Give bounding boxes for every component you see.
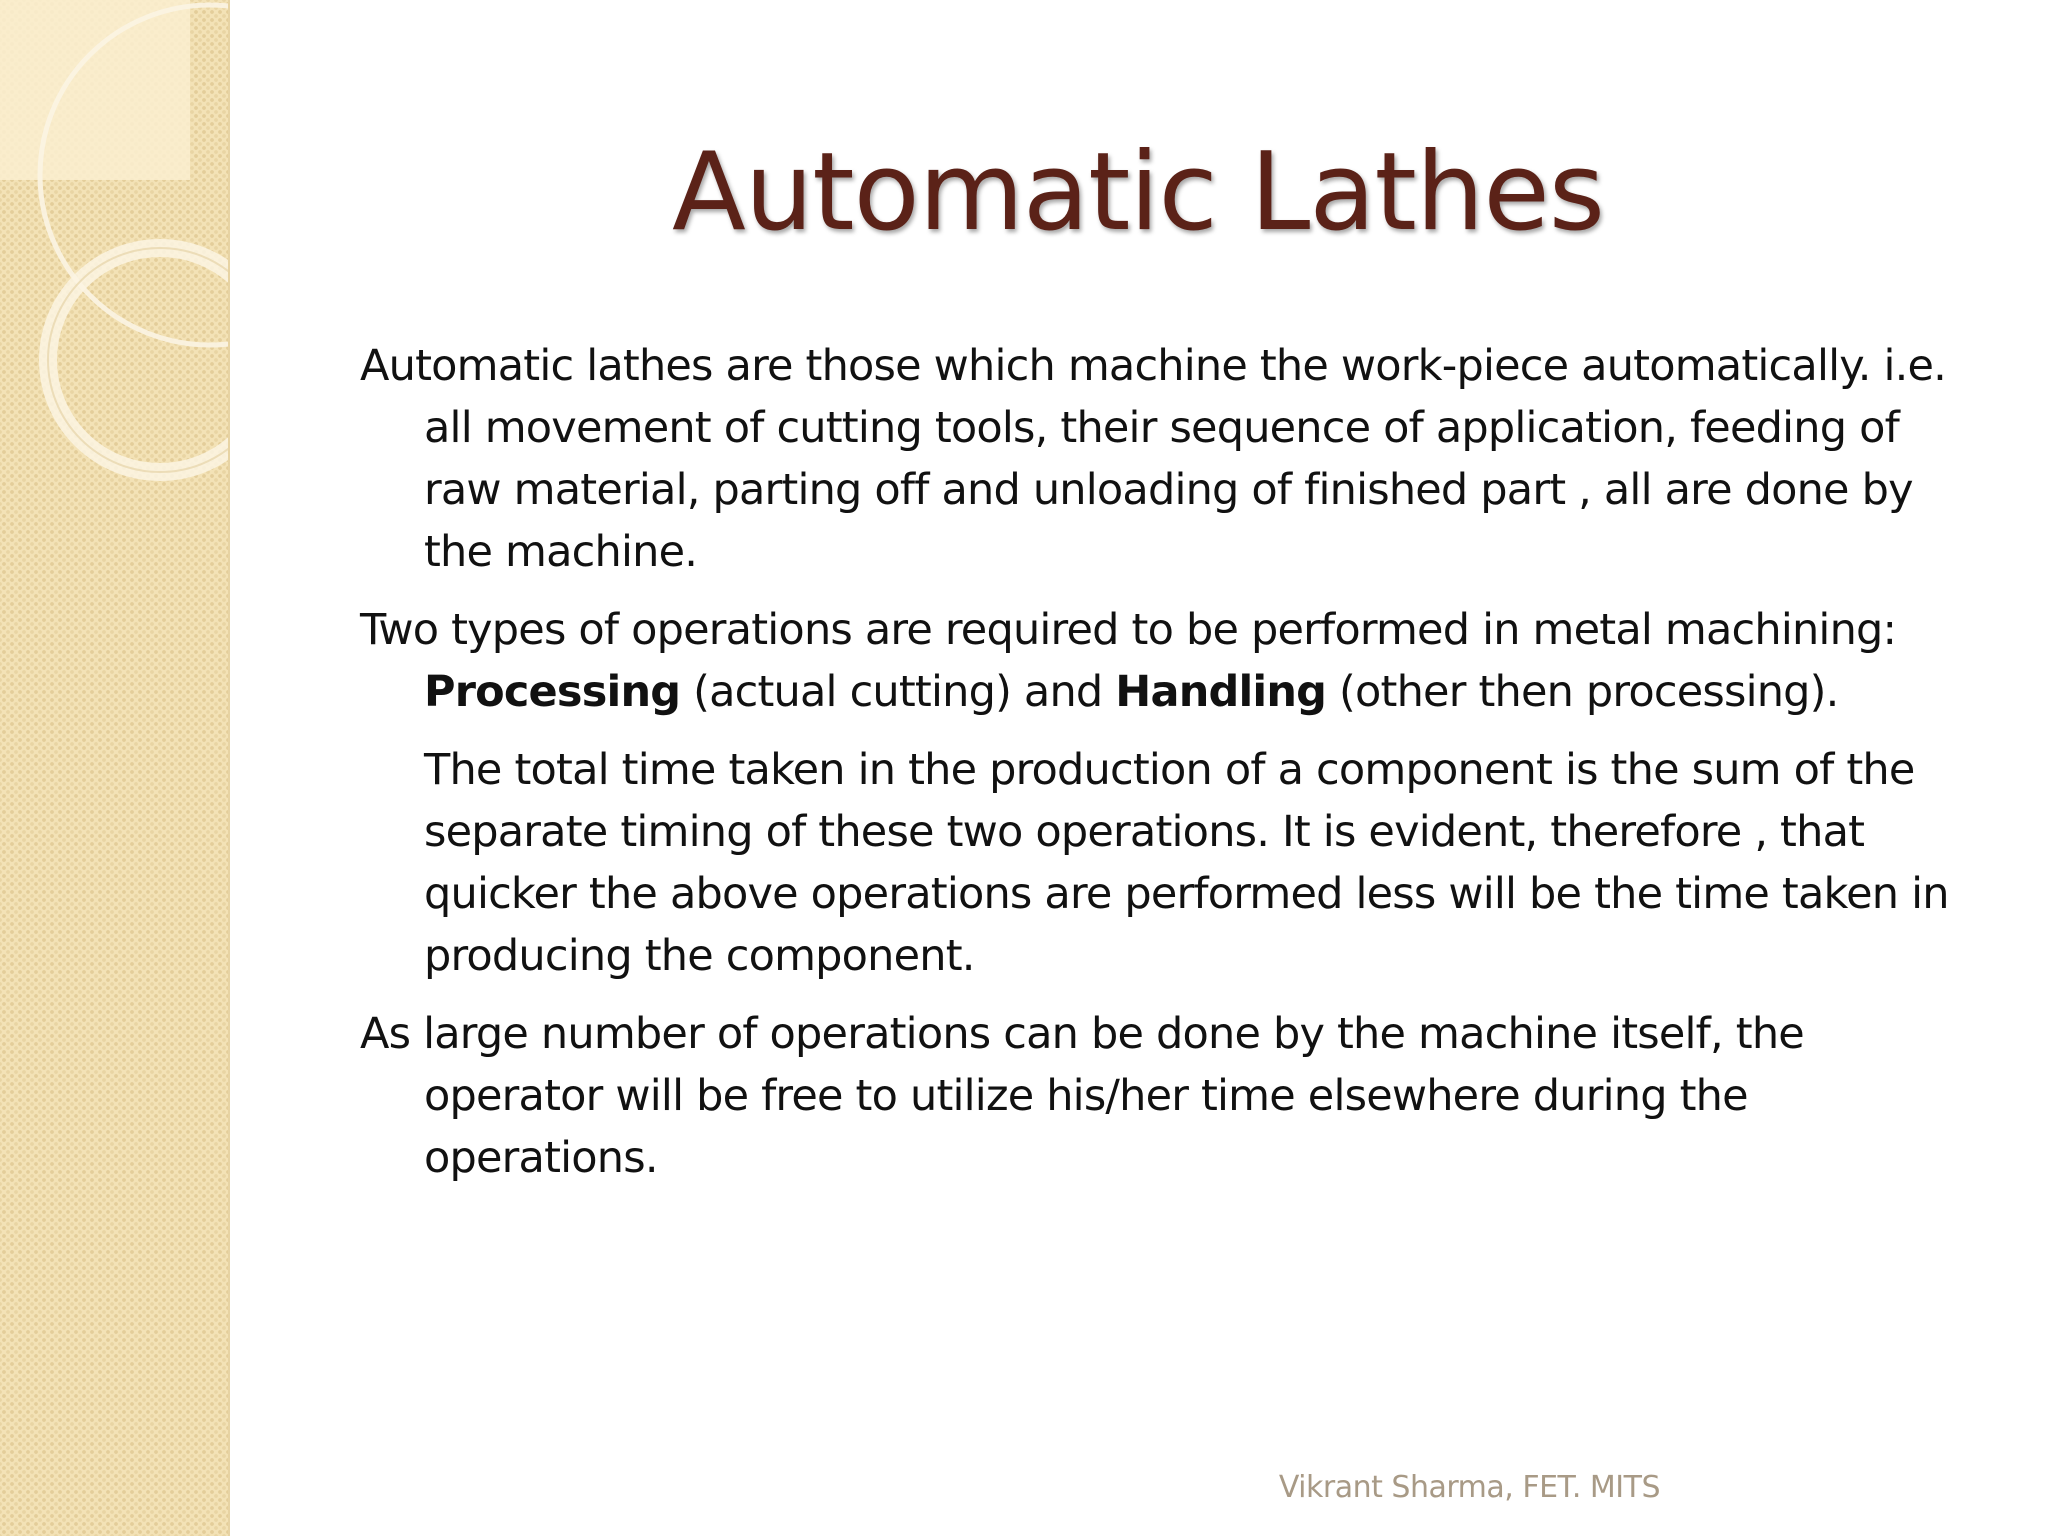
term-handling: Handling (1115, 667, 1327, 717)
operation-types-intro: Two types of operations are required to be performed in metal machining: (360, 605, 1897, 655)
paragraph-operation-types (360, 599, 1970, 723)
decorative-sidebar (0, 0, 230, 1536)
decorative-rings (0, 0, 228, 560)
paragraph-definition: Automatic lathes are those which machine the work-piece automatically. i.e. all movement of cutting tools, their sequence of application, feeding of raw material, parting off and unloading of finished part , all are done by the machine. (360, 341, 1947, 577)
slide-title: Automatic Lathes (671, 130, 1605, 255)
operation-types-end: (other then processing). (1326, 667, 1839, 717)
slide-body (360, 335, 1970, 1205)
term-processing: Processing (424, 667, 681, 717)
slide-footer-author: Vikrant Sharma, FET. MITS (1278, 1470, 1660, 1505)
operation-types-mid: (actual cutting) and (680, 667, 1116, 717)
paragraph-total-time: The total time taken in the production of a component is the sum of the separate timing of these two operations. It is evident, therefore , that quicker the above operations are performed less will be the time taken in producing the component. (424, 745, 1949, 981)
paragraph-operator-free: As large number of operations can be done by the machine itself, the operator will be free to utilize his/her time elsewhere during the operations. (360, 1009, 1804, 1183)
